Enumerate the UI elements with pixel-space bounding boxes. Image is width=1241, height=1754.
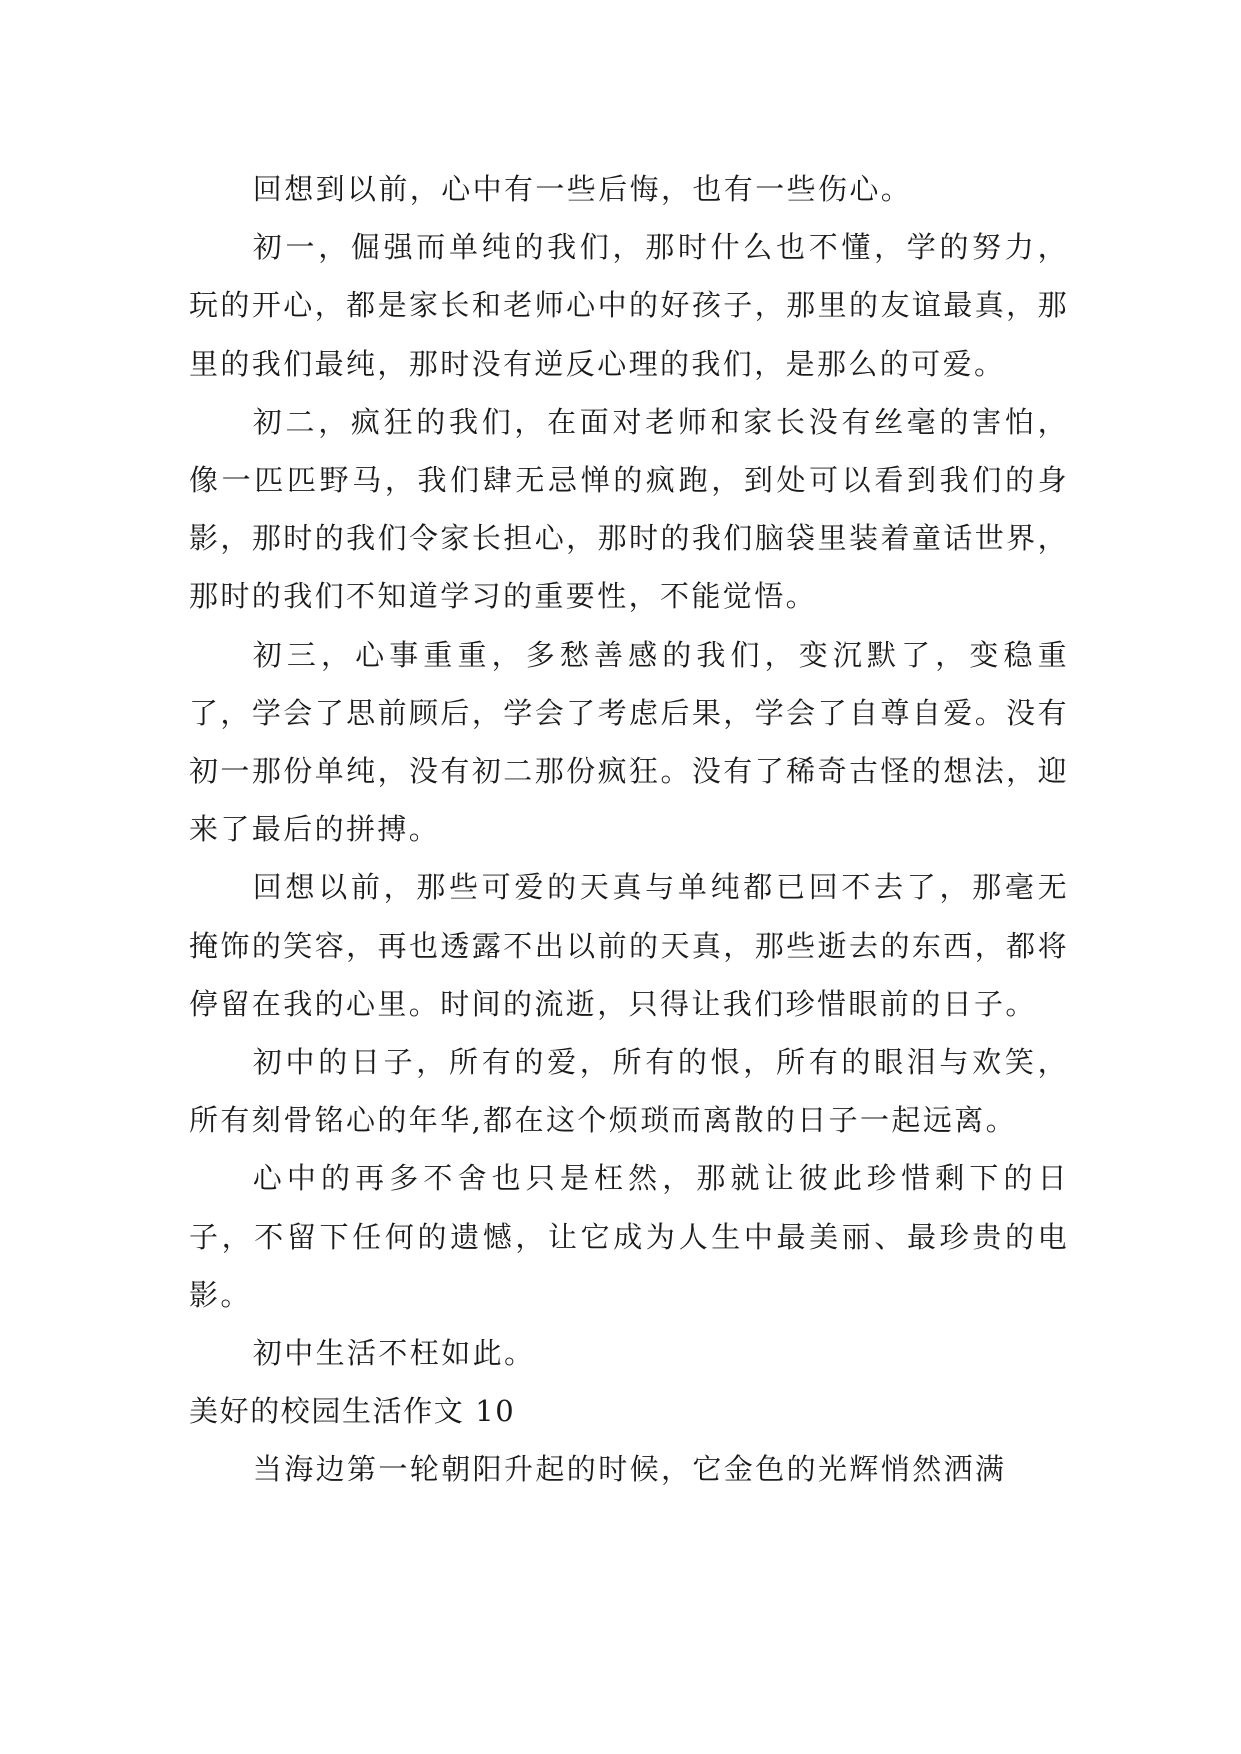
paragraph-3: 初二，疯狂的我们，在面对老师和家长没有丝毫的害怕，像一匹匹野马，我们肆无忌惮的疯跑，到处可以看到我们的身影，那时的我们令家长担心，那时的我们脑袋里装着童话世界，那时的我们不知道学习的重要性，不能觉悟。 (189, 404, 1069, 614)
paragraph-5: 回想以前，那些可爱的天真与单纯都已回不去了，那毫无掩饰的笑容，再也透露不出以前的天真，那些逝去的东西，都将停留在我的心里。时间的流逝，只得让我们珍惜眼前的日子。 (189, 870, 1069, 1021)
paragraph-2: 初一，倔强而单纯的我们，那时什么也不懂，学的努力，玩的开心，都是家长和老师心中的好孩子，那里的友谊最真，那里的我们最纯，那时没有逆反心理的我们，是那么的可爱。 (189, 230, 1069, 381)
paragraph-1: 回想到以前，心中有一些后悔，也有一些伤心。 (252, 172, 913, 206)
document-body (189, 160, 1069, 1499)
paragraph-7: 心中的再多不舍也只是枉然，那就让彼此珍惜剩下的日子，不留下任何的遗憾，让它成为人生中最美丽、最珍贵的电影。 (189, 1161, 1069, 1312)
paragraph-8: 初中生活不枉如此。 (252, 1336, 536, 1371)
paragraph-6: 初中的日子，所有的爱，所有的恨，所有的眼泪与欢笑，所有刻骨铭心的年华,都在这个烦琐而离散的日子一起远离。 (189, 1045, 1069, 1138)
section-heading: 美好的校园生活作文 10 (189, 1394, 516, 1429)
paragraph-9: 当海边第一轮朝阳升起的时候，它金色的光辉悄然洒满 (252, 1452, 1007, 1487)
paragraph-4: 初三，心事重重，多愁善感的我们，变沉默了，变稳重了，学会了思前顾后，学会了考虑后果，学会了自尊自爱。没有初一那份单纯，没有初二那份疯狂。没有了稀奇古怪的想法，迎来了最后的拼搏。 (189, 637, 1069, 847)
